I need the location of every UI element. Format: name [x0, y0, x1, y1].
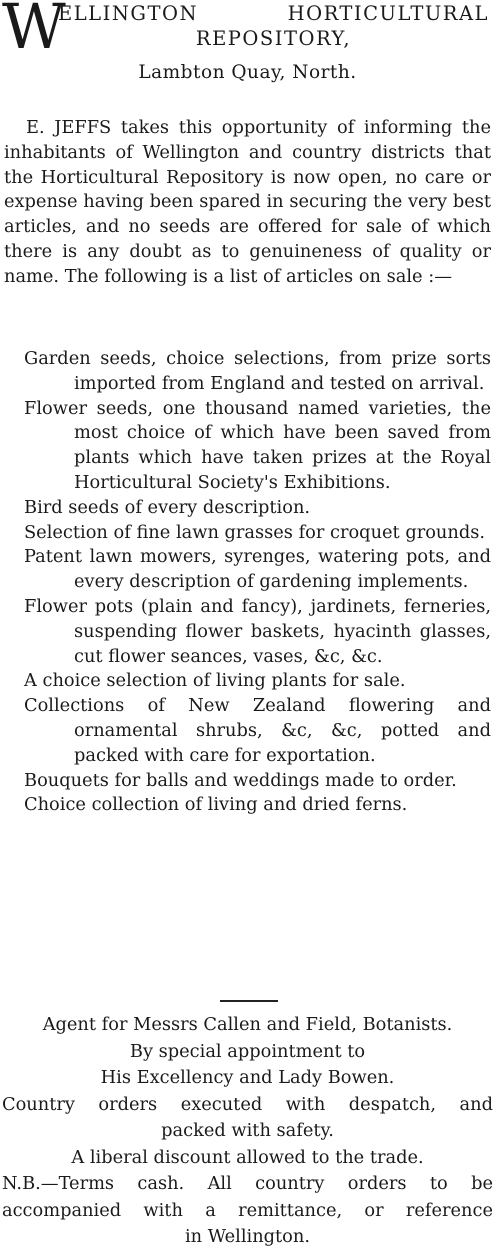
- list-item: Selection of fine lawn grasses for croquet grounds.: [24, 521, 485, 543]
- list-item: Bouquets for balls and weddings made to order.: [24, 769, 457, 791]
- list-item: A choice selection of living plants for sale.: [24, 670, 406, 692]
- terms-line-2: accompanied with a remittance, or reference: [2, 1199, 493, 1221]
- advert-header: [0, 0, 495, 92]
- list-item: Flower seeds, one thousand named varieties, the most choice of which have been saved from plants which have taken prizes at the Royal Horticultural Society's Exhibitions.: [24, 397, 491, 493]
- list-item: Collections of New Zealand flowering and ornamental shrubs, &c, &c, potted and packed with care for exportation.: [24, 695, 491, 766]
- list-item: Flower pots (plain and fancy), jardinets, ferneries, suspending flower baskets, hyacinth glasses, cut flower seances, vases, &c, &c.: [24, 595, 491, 667]
- advert-footer: [2, 1012, 493, 1251]
- list-item: Patent lawn mowers, syrenges, watering pots, and every description of gardening implements.: [24, 546, 491, 593]
- intro-paragraph: [4, 116, 491, 290]
- list-item: Garden seeds, choice selections, from prize sorts imported from England and tested on arrival.: [24, 348, 491, 394]
- articles-list: [24, 347, 491, 818]
- appointment-line: By special appointment to: [129, 1040, 366, 1062]
- section-divider: [220, 1000, 278, 1002]
- list-item: Choice collection of living and dried ferns.: [24, 794, 408, 816]
- title-line-2: REPOSITORY,: [195, 27, 352, 50]
- discount-line: A liberal discount allowed to the trade.: [71, 1146, 424, 1168]
- list-item: Bird seeds of every description.: [24, 496, 311, 518]
- terms-line-1: N.B.—Terms cash. All country orders to be: [2, 1173, 493, 1194]
- orders-line-2: packed with safety.: [161, 1120, 334, 1141]
- intro-text: E. JEFFS takes this opportunity of informing the inhabitants of Wellington and country districts that the Horticultural Repository is now open, no care or expense having been spared in securing the very best articles, and no seeds are offered for sale of which there is any doubt as to genuineness of quality or name. The following is a list of articles on sale :—: [4, 117, 491, 287]
- title-line-1: ELLINGTON HORTICULTURAL: [58, 2, 489, 25]
- agent-line: Agent for Messrs Callen and Field, Botanists.: [42, 1014, 453, 1035]
- terms-line-3: in Wellington.: [185, 1226, 310, 1247]
- patrons-line: His Excellency and Lady Bowen.: [100, 1067, 395, 1088]
- location-line: Lambton Quay, North.: [138, 62, 357, 83]
- orders-line-1: Country orders executed with despatch, and: [2, 1093, 493, 1115]
- drop-cap: W: [2, 0, 64, 63]
